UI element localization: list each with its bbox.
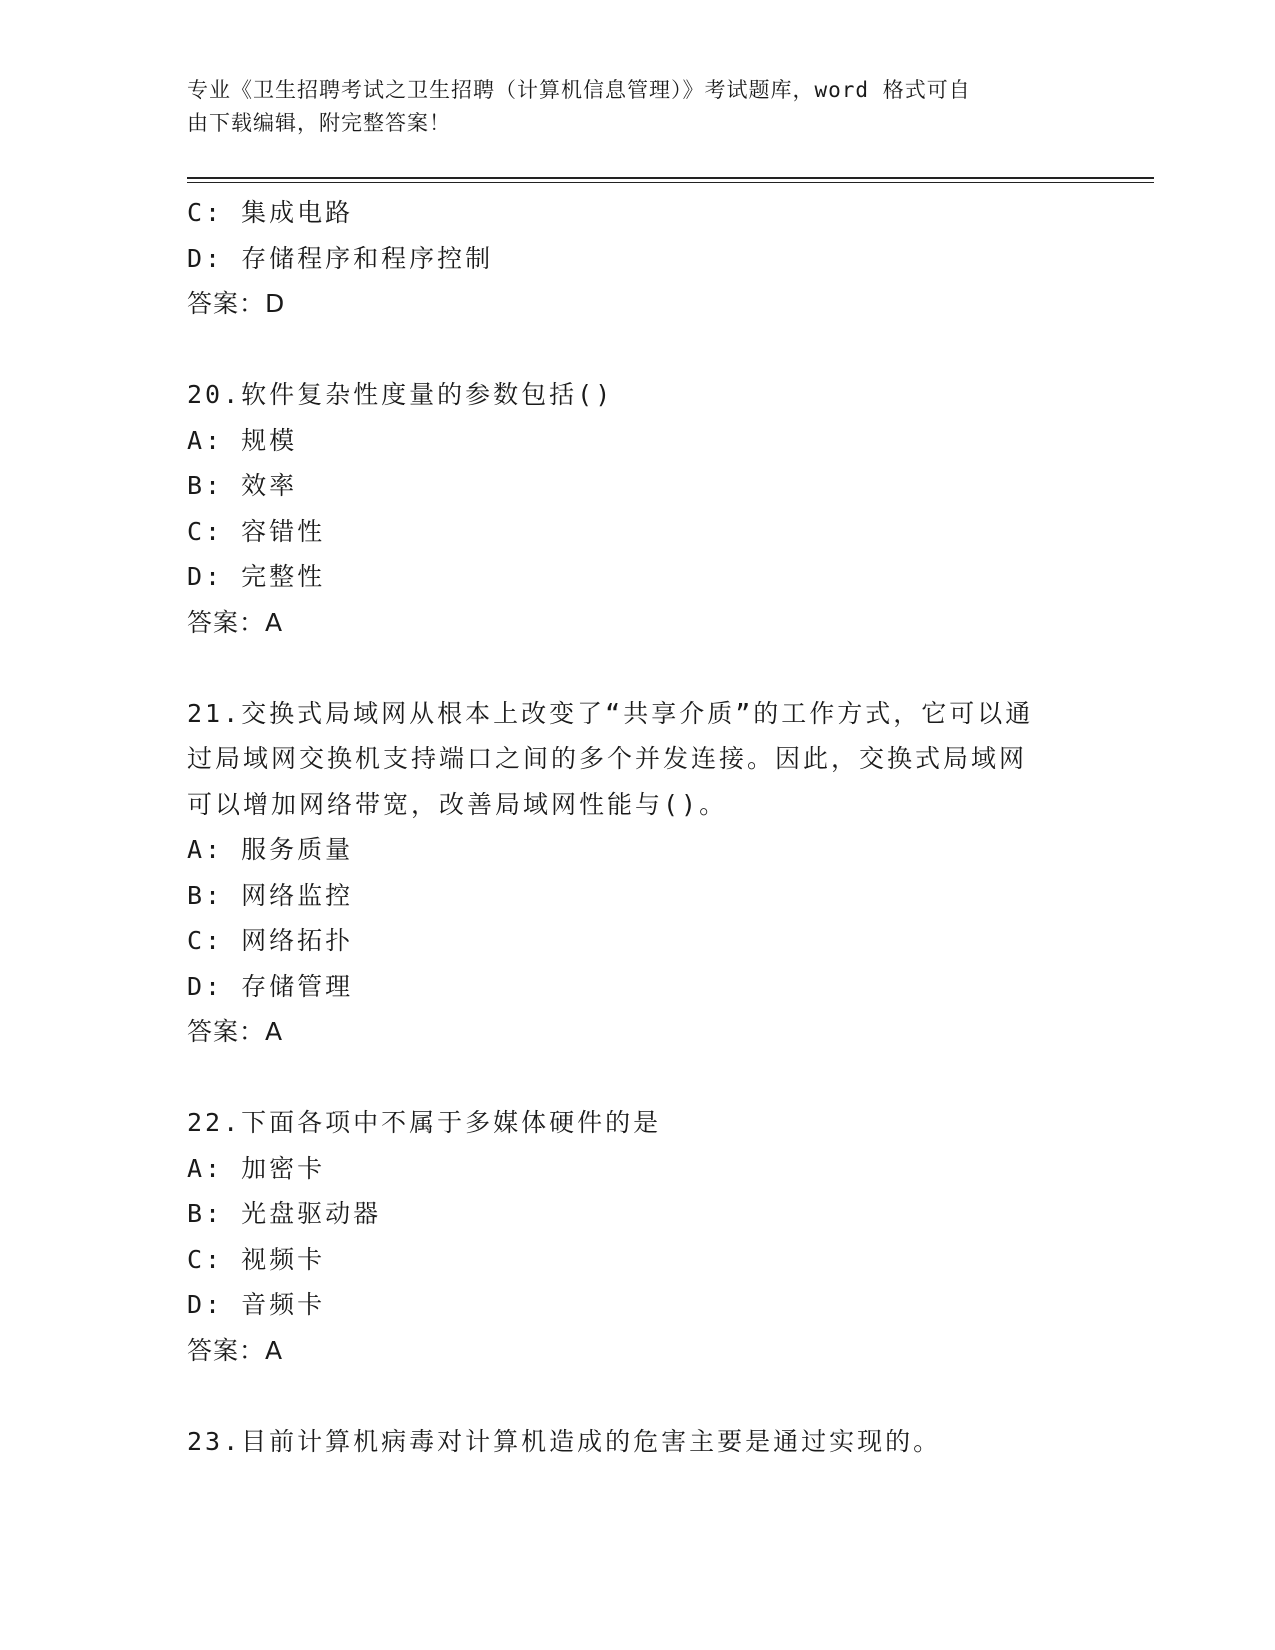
header-divider-thick: [187, 177, 1154, 179]
option-b: B: 网络监控: [187, 880, 354, 910]
document-header: [187, 74, 1087, 140]
answer-line: 答案：A: [187, 607, 284, 637]
question-22: [187, 1100, 1087, 1373]
question-19-continued: [187, 190, 1087, 327]
spacer: [187, 327, 1087, 373]
option-c: C: 视频卡: [187, 1244, 326, 1274]
question-21: [187, 691, 1087, 1055]
spacer: [187, 645, 1087, 691]
option-d: D: 存储管理: [187, 971, 354, 1001]
option-c: C: 网络拓扑: [187, 926, 354, 955]
question-stem: 22.下面各项中不属于多媒体硬件的是: [187, 1108, 662, 1137]
option-a: A: 规模: [187, 425, 298, 455]
option-c: C: 集成电路: [187, 198, 354, 227]
question-23: [187, 1419, 1087, 1465]
option-d: D: 完整性: [187, 562, 326, 591]
question-stem: 20.软件复杂性度量的参数包括(): [187, 380, 614, 409]
question-stem: 23.目前计算机病毒对计算机造成的危害主要是通过实现的。: [187, 1426, 942, 1456]
answer-line: 答案：A: [187, 1335, 284, 1365]
option-d: D: 存储程序和程序控制: [187, 243, 494, 273]
header-line-1: 专业《卫生招聘考试之卫生招聘（计算机信息管理）》考试题库，word 格式可自: [187, 78, 971, 102]
option-a: A: 服务质量: [187, 835, 354, 864]
option-b: B: 效率: [187, 471, 298, 500]
answer-line: 答案：D: [187, 289, 286, 318]
option-c: C: 容错性: [187, 516, 326, 546]
option-a: A: 加密卡: [187, 1153, 326, 1183]
question-stem-line-2: 过局域网交换机支持端口之间的多个并发连接。因此，交换式局域网: [187, 744, 1028, 773]
question-20: [187, 372, 1087, 645]
option-d: D: 音频卡: [187, 1290, 326, 1319]
spacer: [187, 1373, 1087, 1419]
spacer: [187, 1055, 1087, 1101]
question-stem-line-3: 可以增加网络带宽，改善局域网性能与()。: [187, 789, 728, 819]
question-list: [187, 190, 1087, 1464]
header-line-2: 由下载编辑，附完整答案！: [187, 111, 451, 135]
option-b: B: 光盘驱动器: [187, 1199, 382, 1228]
answer-line: 答案：A: [187, 1017, 284, 1046]
header-divider-thin: [187, 182, 1154, 183]
question-stem-line-1: 21.交换式局域网从根本上改变了“共享介质”的工作方式，它可以通: [187, 698, 1034, 728]
